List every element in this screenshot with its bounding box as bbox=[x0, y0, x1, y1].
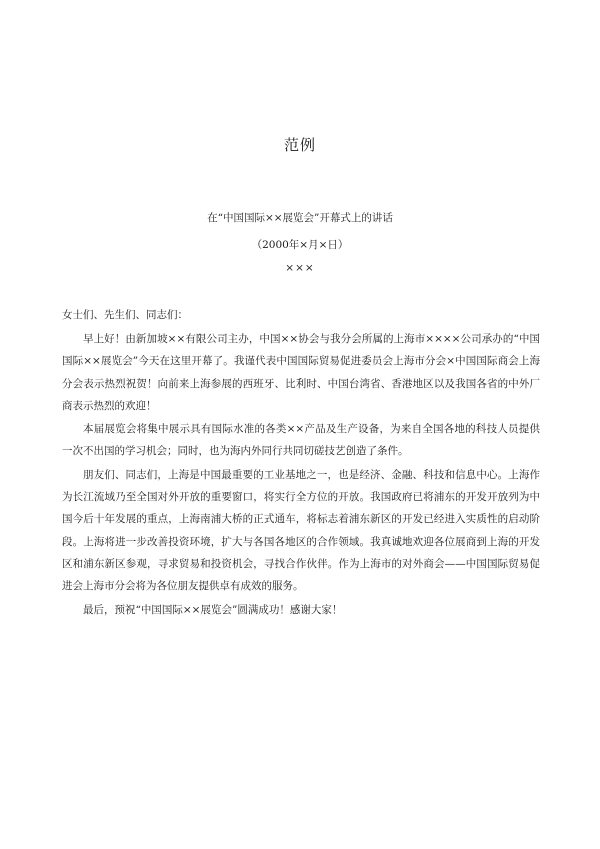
page-heading: 范例 bbox=[283, 136, 316, 154]
paragraph: 最后，预祝“中国国际××展览会”圆满成功！感谢大家！ bbox=[83, 603, 343, 616]
paragraph: 本届展览会将集中展示具有国际水准的各类××产品及生产设备，为来自全国各地的科技人员提供一次不出国的学习机会；同时，也为海内外同行共同切磋技艺创造了条件。 bbox=[62, 423, 540, 458]
speech-author: ××× bbox=[285, 262, 315, 274]
paragraph: 朋友们、同志们，上海是中国最重要的工业基地之一，也是经济、金融、科技和信息中心。上海作为长江流域乃至全国对外开放的重要窗口，将实行全方位的开放。我国政府已将浦东的开发开放列为中国今后十年发展的重点，上海南浦大桥的正式通车，将标志着浦东新区的开发已经进入实质性的启动阶段。上海将进一步改善投资环境，扩大与各国各地区的合作领域。我真诚地欢迎各位展商到上海的开发区和浦东新区参观，寻求贸易和投资机会，寻找合作伙伴。作为上海市的对外商会——中国国际贸易促进会上海市分会将为各位朋友提供卓有成效的服务。 bbox=[62, 468, 540, 593]
paragraph: 早上好！由新加坡××有限公司主办，中国××协会与我分会所属的上海市××××公司承办的“中国国际××展览会”今天在这里开幕了。我谨代表中国国际贸易促进委员会上海市分会×中国国际商会上海分会表示热烈祝贺！向前来上海参展的西班牙、比利时、中国台湾省、香港地区以及我国各省的中外厂商表示热烈的欢迎！ bbox=[62, 333, 540, 412]
speech-body bbox=[62, 328, 540, 622]
speech-title: 在“中国国际××展览会”开幕式上的讲话 bbox=[207, 212, 393, 224]
speech-date: （2000年×月×日） bbox=[251, 239, 349, 251]
salutation: 女士们、先生们、同志们： bbox=[62, 309, 188, 321]
